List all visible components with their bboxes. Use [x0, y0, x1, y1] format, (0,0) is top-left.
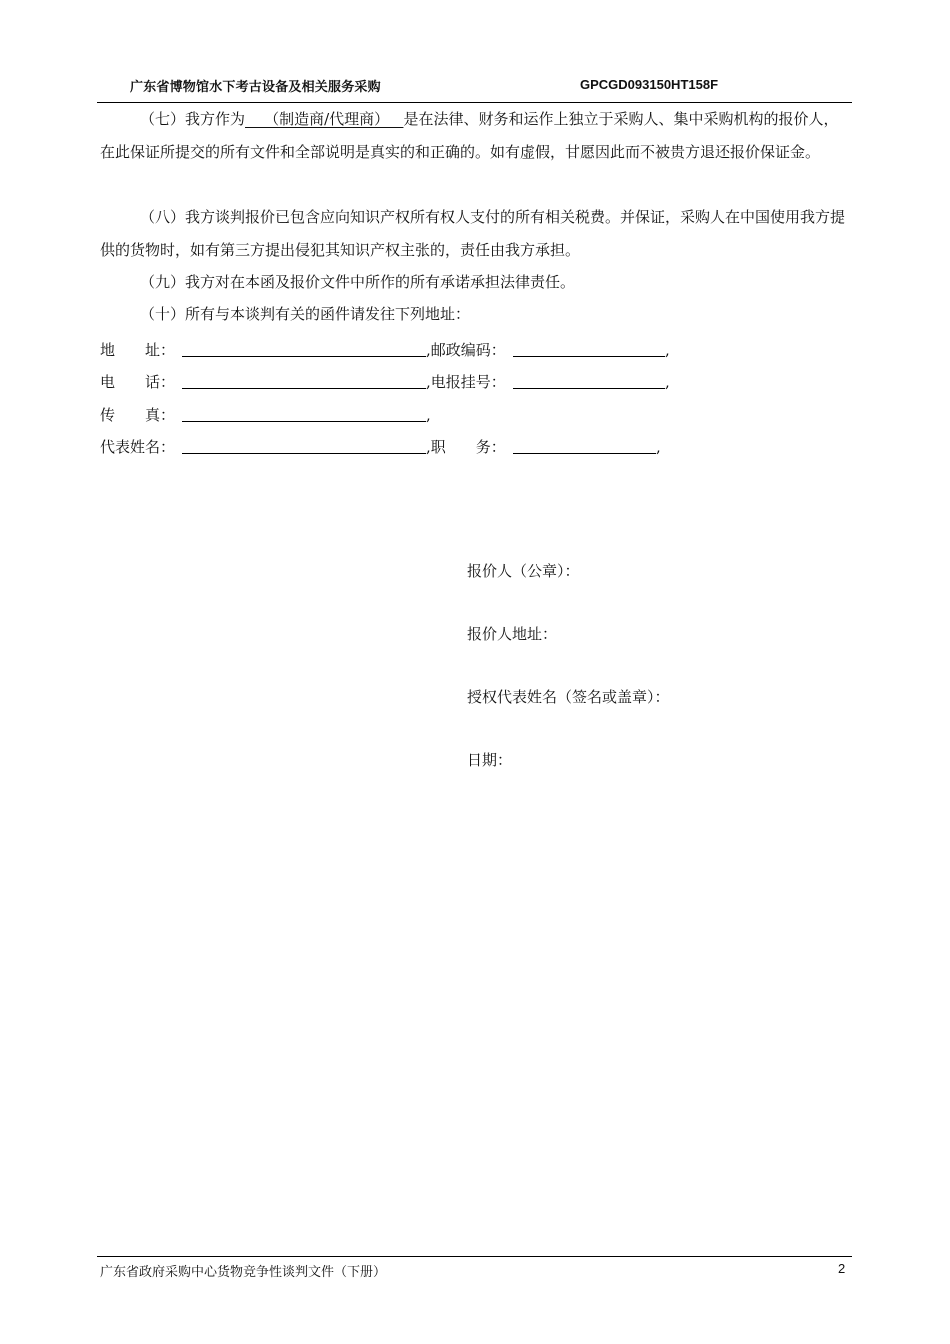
rep-name-blank[interactable] — [182, 453, 426, 454]
phone-blank[interactable] — [182, 388, 426, 389]
address-label: 地 址： — [100, 341, 176, 359]
clause-9 — [100, 266, 852, 299]
phone-row — [100, 372, 700, 392]
page-number: 2 — [838, 1261, 846, 1276]
signature-authorized-rep: 授权代表姓名（签名或盖章）： — [467, 688, 670, 706]
fax-row-end: , — [426, 406, 431, 424]
address-row — [100, 340, 700, 360]
clause-7 — [100, 103, 852, 168]
telegraph-label: ,电报挂号： — [426, 373, 506, 391]
clause-10 — [100, 298, 852, 331]
signature-date: 日期： — [467, 751, 513, 769]
position-blank[interactable] — [513, 453, 656, 454]
telegraph-blank[interactable] — [513, 388, 665, 389]
signature-bidder: 报价人（公章）： — [467, 562, 580, 580]
header-project-code: GPCGD093150HT158F — [580, 77, 719, 92]
postcode-blank[interactable] — [513, 356, 665, 357]
clause-7-lead: （七）我方作为 — [140, 110, 246, 128]
clause-7-text: 是在法律、财务和运作上独立于采购人、集中采购机构的报价人，在此保证所提交的所有文件和全部说明是真实的和正确的。如有虚假，甘愿因此而不被贵方退还报价保证金。 — [100, 110, 839, 161]
phone-label: 电 话： — [100, 373, 176, 391]
fax-label: 传 真： — [100, 406, 176, 424]
clause-10-text: （十）所有与本谈判有关的函件请发往下列地址： — [140, 305, 471, 323]
footer-divider — [97, 1256, 852, 1257]
representative-row — [100, 437, 700, 457]
footer-document-title: 广东省政府采购中心货物竞争性谈判文件（下册） — [100, 1265, 387, 1280]
fax-blank[interactable] — [182, 421, 426, 422]
clause-9-text: （九）我方对在本函及报价文件中所作的所有承诺承担法律责任。 — [140, 273, 576, 291]
rep-name-label: 代表姓名： — [100, 438, 176, 456]
clause-7-fill: （制造商/代理商） — [245, 110, 404, 128]
representative-row-end: , — [656, 438, 661, 456]
position-label: ,职 务： — [426, 438, 506, 456]
signature-bidder-address: 报价人地址： — [467, 625, 558, 643]
header-title: 广东省博物馆水下考古设备及相关服务采购 — [130, 80, 381, 95]
address-blank[interactable] — [182, 356, 426, 357]
clause-8-text: （八）我方谈判报价已包含应向知识产权所有权人支付的所有相关税费。并保证，采购人在中国使用我方提供的货物时，如有第三方提出侵犯其知识产权主张的，责任由我方承担。 — [100, 208, 846, 259]
phone-row-end: , — [665, 373, 670, 391]
clause-8 — [100, 201, 852, 266]
address-row-end: , — [665, 341, 670, 359]
fax-row — [100, 405, 700, 425]
postcode-label: ,邮政编码： — [426, 341, 506, 359]
